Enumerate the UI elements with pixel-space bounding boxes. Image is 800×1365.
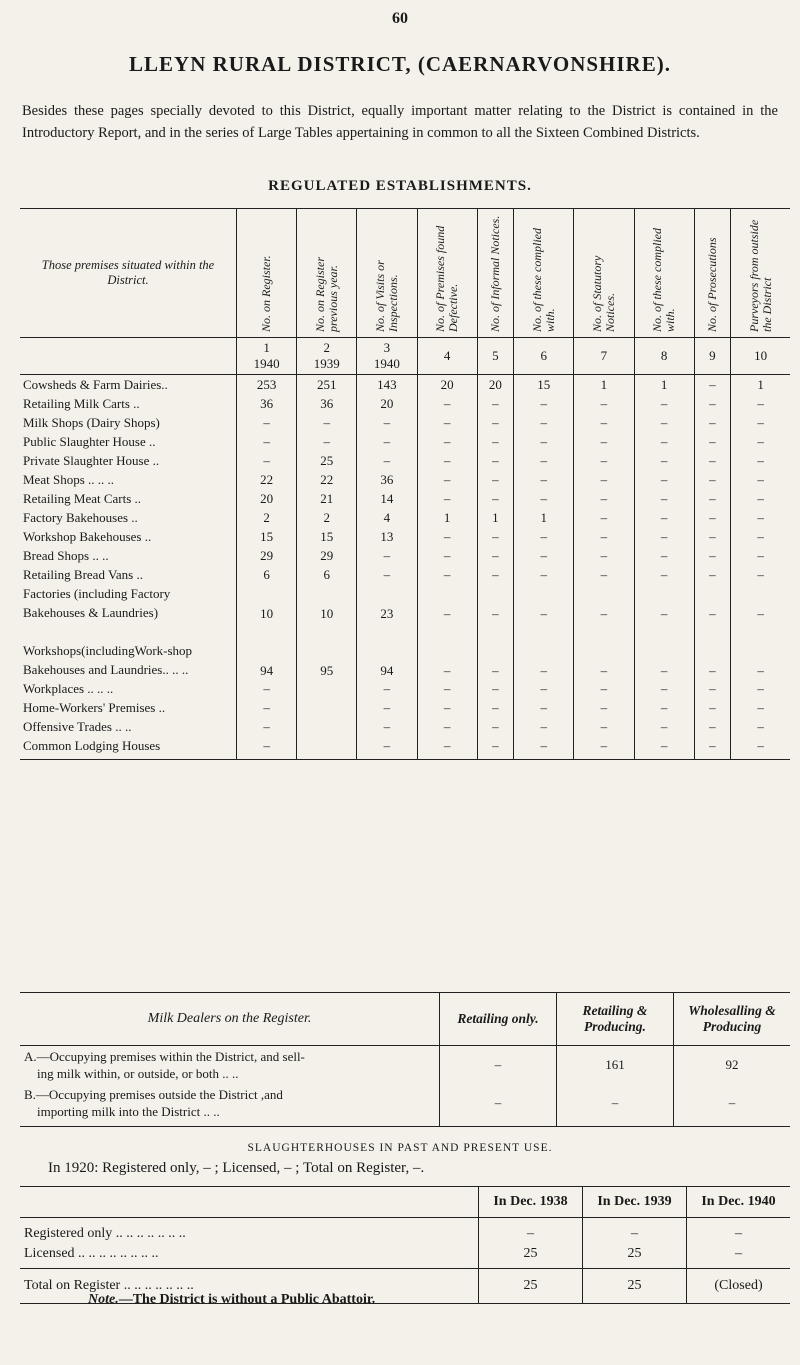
- cell: 36: [237, 394, 297, 413]
- cell: –: [574, 432, 634, 451]
- row-label: Offensive Trades .. ..: [23, 718, 132, 734]
- row-label: Workshop Bakehouses ..: [23, 528, 152, 544]
- cell: –: [694, 527, 730, 546]
- cell: –: [574, 546, 634, 565]
- cell: –: [237, 736, 297, 760]
- col-header-1: No. on Register.: [237, 209, 297, 338]
- col-header-8: No. of these complied with.: [634, 209, 694, 338]
- milk-dealers-table: [20, 992, 790, 1127]
- table-row: [20, 432, 790, 451]
- cell: –: [297, 432, 357, 451]
- cell: –: [634, 736, 694, 760]
- cell: –: [694, 565, 730, 584]
- cell: 36: [357, 470, 417, 489]
- cell: –: [694, 413, 730, 432]
- col-header-3: No. of Visits or Inspections.: [357, 209, 417, 338]
- cell: –: [574, 736, 634, 760]
- cell: 94: [357, 622, 417, 679]
- cell: –: [634, 565, 694, 584]
- cell: –: [694, 622, 730, 679]
- cell: 20: [357, 394, 417, 413]
- regulated-table-body: [20, 375, 790, 760]
- cell: –: [634, 508, 694, 527]
- cell: –: [731, 622, 790, 679]
- cell: –: [417, 413, 477, 432]
- row-label: Common Lodging Houses: [20, 736, 237, 760]
- cell: 251: [297, 375, 357, 395]
- milk-header-retailing: Retailing only.: [440, 993, 557, 1046]
- cell: 1: [574, 375, 634, 395]
- milk-row-b-retailing: –: [440, 1084, 557, 1127]
- cell: –: [731, 679, 790, 698]
- cell: 15: [237, 527, 297, 546]
- cell: –: [574, 565, 634, 584]
- row-label: Home-Workers' Premises ..: [23, 699, 166, 715]
- slaughter-total-1938: 25: [479, 1269, 583, 1304]
- cell: –: [694, 375, 730, 395]
- table-row: [20, 375, 790, 395]
- cell: –: [731, 527, 790, 546]
- cell: –: [477, 413, 513, 432]
- slaughter-licensed-1939: 25: [583, 1244, 687, 1269]
- milk-row-b-label: B.—Occupying premises outside the District ,and importing milk into the District .. ..: [20, 1084, 440, 1127]
- cell: –: [634, 451, 694, 470]
- cell: –: [514, 622, 574, 679]
- cell: –: [574, 622, 634, 679]
- footnote-text: —The District is without a Public Abattoir.: [118, 1292, 376, 1307]
- cell: 6: [237, 565, 297, 584]
- cell: –: [357, 565, 417, 584]
- cell: –: [731, 394, 790, 413]
- cell: –: [477, 565, 513, 584]
- cell: –: [357, 717, 417, 736]
- cell: –: [694, 717, 730, 736]
- cell: 6: [297, 565, 357, 584]
- cell: 1: [514, 508, 574, 527]
- cell: 36: [297, 394, 357, 413]
- cell: –: [514, 451, 574, 470]
- footnote: [88, 1292, 375, 1308]
- cell: –: [574, 451, 634, 470]
- cell: –: [477, 451, 513, 470]
- cell: –: [417, 489, 477, 508]
- intro-paragraph: Besides these pages specially devoted to this District, equally important matter relating to the District is contained in the Introductory Report, and in the series of Large Tables appertaining in common to all the Sixteen Combined Districts.: [22, 103, 778, 141]
- cell: –: [357, 451, 417, 470]
- cell: –: [574, 394, 634, 413]
- cell: –: [634, 489, 694, 508]
- cell: –: [694, 489, 730, 508]
- col-number-2: 2 1939: [297, 338, 357, 375]
- page-title: LLEYN RURAL DISTRICT, (CAERNARVONSHIRE).: [129, 52, 671, 76]
- cell: 20: [477, 375, 513, 395]
- table-row: [20, 508, 790, 527]
- cell: –: [574, 679, 634, 698]
- cell: –: [477, 546, 513, 565]
- page-number: 60: [392, 10, 408, 27]
- col-number-4: 4: [417, 338, 477, 375]
- footnote-label: Note.: [88, 1292, 119, 1307]
- cell: –: [634, 546, 694, 565]
- cell: 253: [237, 375, 297, 395]
- cell: –: [237, 698, 297, 717]
- premises-column-header: Those premises situated within the District.: [20, 209, 237, 338]
- cell: –: [694, 679, 730, 698]
- cell: [297, 679, 357, 698]
- table-row: [20, 717, 790, 736]
- cell: –: [574, 584, 634, 622]
- cell: –: [694, 470, 730, 489]
- cell: –: [731, 584, 790, 622]
- milk-row-a-retailing-producing: 161: [557, 1046, 674, 1085]
- slaughter-licensed-1938: 25: [479, 1244, 583, 1269]
- row-label: Workshops(includingWork-shop Bakehouses and Laundries.. .. ..: [23, 643, 193, 677]
- milk-row-a-wholesaling: 92: [674, 1046, 791, 1085]
- cell: –: [477, 622, 513, 679]
- slaughter-row-licensed-label: Licensed .. .. .. .. .. .. .. ..: [20, 1244, 479, 1269]
- cell: [297, 717, 357, 736]
- cell: [297, 736, 357, 760]
- cell: 2: [237, 508, 297, 527]
- table-row: [20, 584, 790, 622]
- cell: –: [574, 470, 634, 489]
- cell: –: [574, 717, 634, 736]
- table-row: [20, 413, 790, 432]
- cell: –: [514, 470, 574, 489]
- slaughterhouses-1920-line: In 1920: Registered only, – ; Licensed, – ; Total on Register, –.: [48, 1160, 425, 1176]
- milk-row-b-wholesaling: –: [674, 1084, 791, 1127]
- cell: 23: [357, 584, 417, 622]
- row-label: Milk Shops (Dairy Shops): [23, 414, 160, 430]
- cell: –: [357, 546, 417, 565]
- cell: 1: [634, 375, 694, 395]
- milk-row-a-retailing: –: [440, 1046, 557, 1085]
- slaughter-registered-1939: –: [583, 1218, 687, 1245]
- cell: –: [477, 470, 513, 489]
- milk-header-wholesaling-producing: Wholesalling & Producing: [674, 993, 791, 1046]
- slaughterhouses-table: [20, 1186, 790, 1304]
- cell: 1: [417, 508, 477, 527]
- cell: –: [357, 413, 417, 432]
- cell: –: [634, 622, 694, 679]
- cell: –: [574, 527, 634, 546]
- cell: 95: [297, 622, 357, 679]
- cell: –: [634, 470, 694, 489]
- cell: –: [514, 565, 574, 584]
- cell: –: [514, 394, 574, 413]
- cell: –: [417, 717, 477, 736]
- col-number-1: 1 1940: [237, 338, 297, 375]
- cell: 10: [297, 584, 357, 622]
- table-row: [20, 451, 790, 470]
- cell: –: [694, 451, 730, 470]
- row-label: Bread Shops .. ..: [23, 547, 109, 563]
- cell: –: [694, 546, 730, 565]
- cell: 22: [237, 470, 297, 489]
- cell: –: [477, 489, 513, 508]
- row-label: Factory Bakehouses ..: [23, 509, 138, 525]
- milk-header-retailing-producing: Retailing & Producing.: [557, 993, 674, 1046]
- cell: 29: [237, 546, 297, 565]
- col-number-8: 8: [634, 338, 694, 375]
- cell: –: [634, 432, 694, 451]
- table-row: [20, 565, 790, 584]
- cell: –: [731, 717, 790, 736]
- slaughter-header-1940: In Dec. 1940: [687, 1187, 791, 1218]
- cell: 10: [237, 584, 297, 622]
- cell: –: [634, 679, 694, 698]
- slaughter-total-label: Total on Register .. .. .. .. .. .. ..: [20, 1269, 479, 1304]
- table-row: [20, 527, 790, 546]
- cell: –: [417, 679, 477, 698]
- cell: –: [237, 432, 297, 451]
- cell: –: [417, 432, 477, 451]
- slaughter-header-blank: [20, 1187, 479, 1218]
- cell: –: [634, 527, 694, 546]
- cell: –: [477, 584, 513, 622]
- cell: –: [731, 546, 790, 565]
- cell: –: [477, 394, 513, 413]
- cell: –: [357, 736, 417, 760]
- slaughter-header-1938: In Dec. 1938: [479, 1187, 583, 1218]
- table-row: [20, 546, 790, 565]
- cell: –: [694, 584, 730, 622]
- cell: –: [417, 622, 477, 679]
- row-label: Retailing Bread Vans ..: [23, 566, 143, 582]
- col-header-7: No. of Statutory Notices.: [574, 209, 634, 338]
- cell: –: [574, 508, 634, 527]
- cell: 4: [357, 508, 417, 527]
- cell: –: [417, 736, 477, 760]
- table-row: [20, 489, 790, 508]
- cell: 14: [357, 489, 417, 508]
- milk-row-b-retailing-producing: –: [557, 1084, 674, 1127]
- col-header-5: No. of Informal Notices.: [477, 209, 513, 338]
- cell: –: [514, 584, 574, 622]
- slaughter-licensed-1940: –: [687, 1244, 791, 1269]
- cell: –: [514, 717, 574, 736]
- cell: 13: [357, 527, 417, 546]
- row-label: Cowsheds & Farm Dairies..: [23, 376, 168, 392]
- row-label: Factories (including Factory Bakehouses & Laundries): [23, 586, 171, 620]
- cell: 20: [237, 489, 297, 508]
- row-label: Workplaces .. .. ..: [23, 680, 114, 696]
- cell: –: [634, 394, 694, 413]
- cell: 21: [297, 489, 357, 508]
- slaughterhouses-heading: SLAUGHTERHOUSES IN PAST AND PRESENT USE.: [247, 1142, 553, 1154]
- row-label: Retailing Meat Carts ..: [23, 490, 142, 506]
- table-row: [20, 622, 790, 679]
- cell: –: [731, 489, 790, 508]
- row-label: Retailing Milk Carts ..: [23, 395, 140, 411]
- cell: –: [731, 508, 790, 527]
- cell: –: [694, 394, 730, 413]
- cell: –: [477, 527, 513, 546]
- table-row: [20, 736, 790, 760]
- slaughter-total-1940: (Closed): [687, 1269, 791, 1304]
- cell: –: [634, 413, 694, 432]
- cell: –: [731, 451, 790, 470]
- cell: –: [297, 413, 357, 432]
- cell: 1: [477, 508, 513, 527]
- cell: –: [417, 546, 477, 565]
- cell: –: [731, 470, 790, 489]
- cell: [297, 698, 357, 717]
- cell: –: [634, 584, 694, 622]
- column-number-row: [20, 338, 790, 375]
- cell: –: [574, 698, 634, 717]
- cell: –: [357, 698, 417, 717]
- cell: –: [731, 698, 790, 717]
- cell: –: [634, 698, 694, 717]
- cell: –: [477, 698, 513, 717]
- cell: –: [237, 717, 297, 736]
- regulated-establishments-table: [20, 208, 790, 760]
- cell: –: [357, 432, 417, 451]
- cell: –: [634, 717, 694, 736]
- cell: –: [694, 508, 730, 527]
- cell: –: [237, 413, 297, 432]
- cell: –: [574, 489, 634, 508]
- cell: –: [417, 565, 477, 584]
- table-row: [20, 470, 790, 489]
- cell: 25: [297, 451, 357, 470]
- cell: –: [417, 584, 477, 622]
- cell: –: [694, 736, 730, 760]
- cell: –: [731, 736, 790, 760]
- col-number-7: 7: [574, 338, 634, 375]
- col-number-6: 6: [514, 338, 574, 375]
- cell: –: [237, 679, 297, 698]
- cell: –: [417, 451, 477, 470]
- cell: –: [417, 527, 477, 546]
- col-number-3: 3 1940: [357, 338, 417, 375]
- cell: 1: [731, 375, 790, 395]
- cell: –: [237, 451, 297, 470]
- slaughter-registered-1938: –: [479, 1218, 583, 1245]
- row-label: Meat Shops .. .. ..: [23, 471, 114, 487]
- cell: –: [574, 413, 634, 432]
- cell: 94: [237, 622, 297, 679]
- cell: –: [417, 394, 477, 413]
- cell: –: [694, 432, 730, 451]
- cell: –: [514, 679, 574, 698]
- cell: –: [514, 736, 574, 760]
- milk-dealers-title: Milk Dealers on the Register.: [20, 993, 440, 1046]
- col-header-9: No. of Prosecutions: [694, 209, 730, 338]
- col-number-5: 5: [477, 338, 513, 375]
- milk-row-a-label: A.—Occupying premises within the District, and sell- ing milk within, or outside, or both .. ..: [24, 1049, 305, 1081]
- slaughter-row-registered-label: Registered only .. .. .. .. .. .. ..: [24, 1226, 186, 1241]
- cell: –: [417, 698, 477, 717]
- cell: 2: [297, 508, 357, 527]
- row-label: Public Slaughter House ..: [23, 433, 156, 449]
- cell: 29: [297, 546, 357, 565]
- cell: –: [514, 546, 574, 565]
- col-header-2: No. on Register previous year.: [297, 209, 357, 338]
- col-number-10: 10: [731, 338, 790, 375]
- cell: –: [417, 470, 477, 489]
- regulated-establishments-heading: REGULATED ESTABLISHMENTS.: [268, 178, 532, 194]
- cell: –: [514, 413, 574, 432]
- cell: 20: [417, 375, 477, 395]
- slaughter-registered-1940: –: [687, 1218, 791, 1245]
- table-row: [20, 698, 790, 717]
- table-row: [20, 394, 790, 413]
- cell: –: [731, 565, 790, 584]
- slaughter-header-1939: In Dec. 1939: [583, 1187, 687, 1218]
- slaughter-total-1939: 25: [583, 1269, 687, 1304]
- cell: –: [731, 413, 790, 432]
- cell: 143: [357, 375, 417, 395]
- cell: –: [514, 527, 574, 546]
- cell: –: [477, 432, 513, 451]
- cell: –: [514, 489, 574, 508]
- cell: –: [514, 698, 574, 717]
- cell: –: [731, 432, 790, 451]
- table-row: [20, 679, 790, 698]
- cell: –: [694, 698, 730, 717]
- col-number-9: 9: [694, 338, 730, 375]
- cell: 22: [297, 470, 357, 489]
- col-header-10: Purveyors from outside the District: [731, 209, 790, 338]
- cell: –: [514, 432, 574, 451]
- cell: –: [477, 679, 513, 698]
- cell: 15: [297, 527, 357, 546]
- row-label: Private Slaughter House ..: [23, 452, 160, 468]
- col-header-6: No. of these complied with.: [514, 209, 574, 338]
- cell: –: [477, 736, 513, 760]
- cell: 15: [514, 375, 574, 395]
- col-header-4: No. of Premises found Defective.: [417, 209, 477, 338]
- cell: –: [477, 717, 513, 736]
- cell: –: [357, 679, 417, 698]
